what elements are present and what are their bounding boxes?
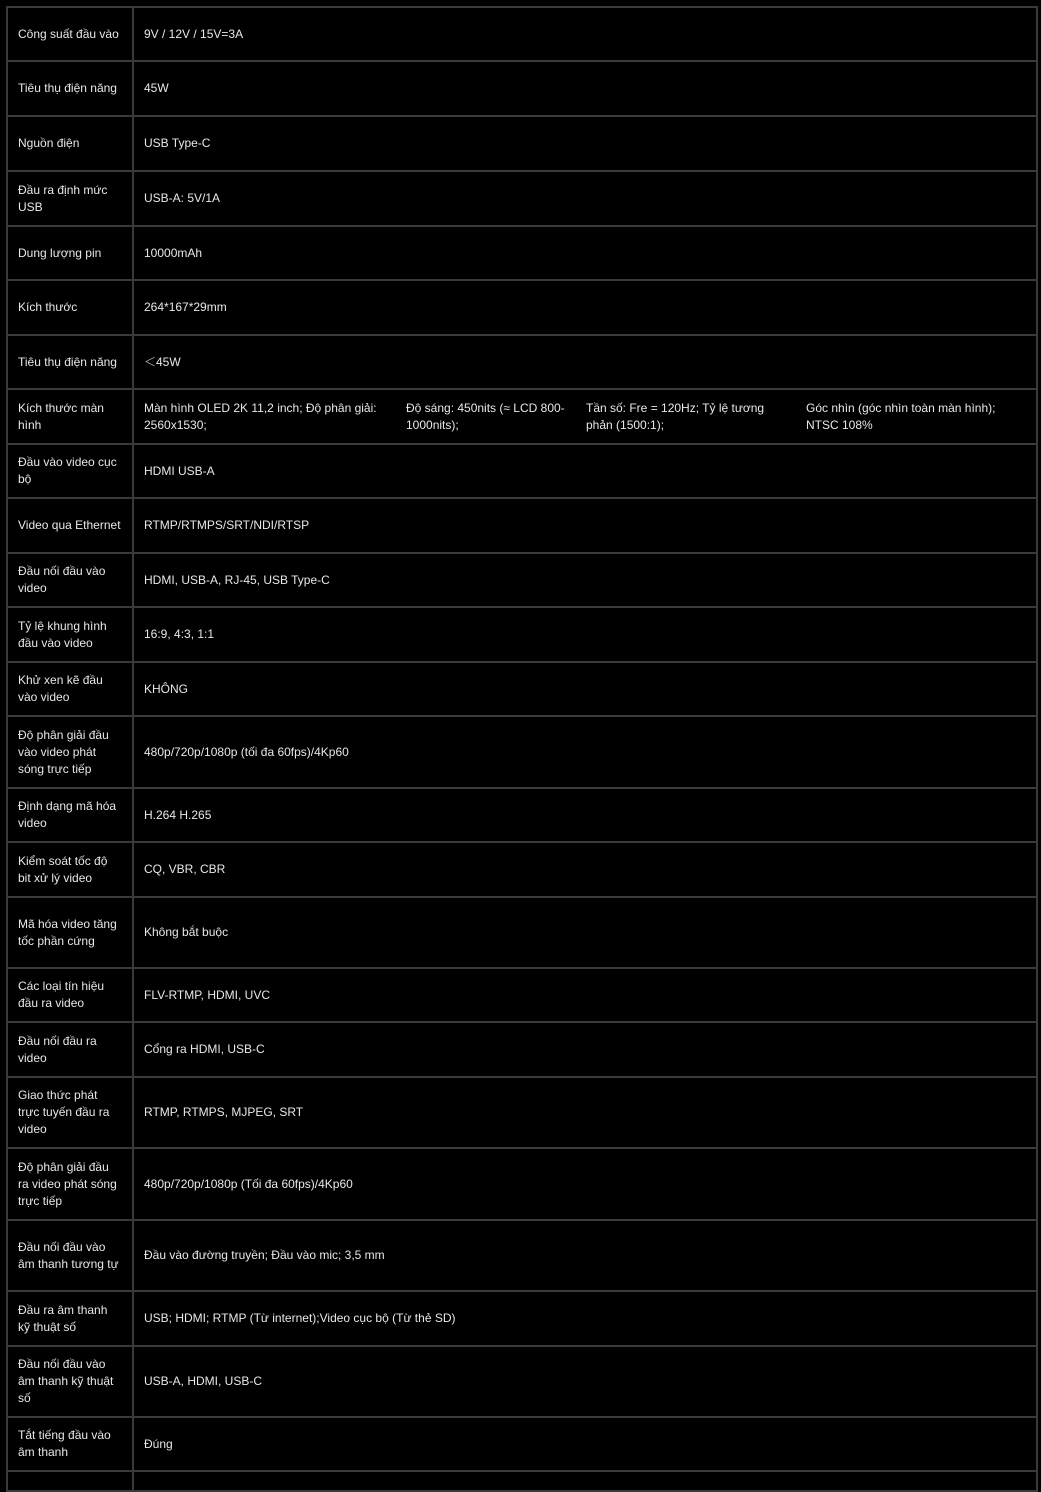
spec-value: Không bắt buộc	[133, 897, 1037, 968]
spec-row	[7, 171, 1037, 226]
spec-row	[7, 444, 1037, 498]
spec-value: 10000mAh	[133, 226, 1037, 280]
spec-value: HDMI USB-A	[133, 444, 1037, 498]
spec-value: Đúng	[133, 1417, 1037, 1471]
spec-value-part: Độ sáng: 450nits (≈ LCD 800-1000nits);	[406, 400, 565, 432]
spec-value: Đầu vào đường truyền; Đầu vào mic; 3,5 mm	[133, 1220, 1037, 1291]
spec-value: Cổng ra HDMI, USB-C	[133, 1022, 1037, 1077]
spec-value: USB-A, HDMI, USB-C	[133, 1346, 1037, 1417]
spec-row	[7, 280, 1037, 335]
spec-label: Khử xen kẽ đầu vào video	[7, 662, 133, 716]
spec-row	[7, 897, 1037, 968]
spec-label: Đầu nối đầu vào âm thanh tương tự	[7, 1220, 133, 1291]
spec-label: Nguồn điện	[7, 116, 133, 171]
spec-table-body	[7, 7, 1037, 1491]
spec-value: USB-A: 5V/1A	[133, 171, 1037, 226]
spec-value: HDMI, USB-A, RJ-45, USB Type-C	[133, 553, 1037, 607]
spec-value	[133, 1471, 1037, 1491]
spec-table-container	[6, 6, 1038, 1492]
spec-row	[7, 553, 1037, 607]
spec-value-part: Góc nhìn (góc nhìn toàn màn hình); NTSC 108%	[806, 400, 996, 432]
spec-label: Video qua Ethernet	[7, 498, 133, 553]
spec-row	[7, 1148, 1037, 1220]
spec-row	[7, 1077, 1037, 1148]
spec-label: Đầu nối đầu ra video	[7, 1022, 133, 1077]
spec-label: Đầu nối đầu vào âm thanh kỹ thuật số	[7, 1346, 133, 1417]
spec-label: Độ phân giải đầu vào video phát sóng trực tiếp	[7, 716, 133, 788]
spec-value: H.264 H.265	[133, 788, 1037, 842]
spec-row	[7, 498, 1037, 553]
spec-label: Đầu nối đầu vào video	[7, 553, 133, 607]
spec-label: Độ phân giải đầu ra video phát sóng trực tiếp	[7, 1148, 133, 1220]
spec-value: 480p/720p/1080p (Tối đa 60fps)/4Kp60	[133, 1148, 1037, 1220]
spec-row	[7, 226, 1037, 280]
spec-row	[7, 788, 1037, 842]
spec-row	[7, 389, 1037, 444]
spec-label: Kiểm soát tốc độ bit xử lý video	[7, 842, 133, 897]
spec-value: FLV-RTMP, HDMI, UVC	[133, 968, 1037, 1022]
spec-value: KHÔNG	[133, 662, 1037, 716]
spec-value-part: Tần số: Fre = 120Hz; Tỷ lệ tương phản (1500:1);	[586, 400, 765, 432]
spec-value: CQ, VBR, CBR	[133, 842, 1037, 897]
spec-table	[6, 6, 1038, 1492]
spec-label: Công suất đầu vào	[7, 7, 133, 61]
spec-label: Kích thước màn hình	[7, 389, 133, 444]
spec-label: Đầu ra định mức USB	[7, 171, 133, 226]
spec-row	[7, 1417, 1037, 1471]
spec-row	[7, 1022, 1037, 1077]
spec-value: 45W	[133, 61, 1037, 116]
spec-label: Định dạng mã hóa video	[7, 788, 133, 842]
spec-row	[7, 335, 1037, 389]
spec-value: 9V / 12V / 15V=3A	[133, 7, 1037, 61]
spec-label: Kích thước	[7, 280, 133, 335]
spec-label: Các loại tín hiệu đầu ra video	[7, 968, 133, 1022]
spec-value: 16:9, 4:3, 1:1	[133, 607, 1037, 662]
spec-row	[7, 1220, 1037, 1291]
spec-value: USB Type-C	[133, 116, 1037, 171]
spec-row	[7, 1291, 1037, 1346]
spec-value: RTMP, RTMPS, MJPEG, SRT	[133, 1077, 1037, 1148]
spec-value: 264*167*29mm	[133, 280, 1037, 335]
spec-row	[7, 716, 1037, 788]
spec-value: USB; HDMI; RTMP (Từ internet);Video cục bộ (Từ thẻ SD)	[133, 1291, 1037, 1346]
spec-label: Tỷ lệ khung hình đầu vào video	[7, 607, 133, 662]
spec-label	[7, 1471, 133, 1491]
spec-label: Tắt tiếng đầu vào âm thanh	[7, 1417, 133, 1471]
spec-label: Đầu ra âm thanh kỹ thuật số	[7, 1291, 133, 1346]
spec-row	[7, 968, 1037, 1022]
spec-label: Mã hóa video tăng tốc phần cứng	[7, 897, 133, 968]
spec-row	[7, 61, 1037, 116]
spec-row	[7, 1471, 1037, 1491]
spec-value-part: Màn hình OLED 2K 11,2 inch; Độ phân giải: 2560x1530;	[144, 400, 377, 432]
spec-row	[7, 662, 1037, 716]
spec-value-group	[144, 400, 1026, 434]
spec-row	[7, 116, 1037, 171]
spec-value: 480p/720p/1080p (tối đa 60fps)/4Kp60	[133, 716, 1037, 788]
spec-label: Tiêu thụ điện năng	[7, 61, 133, 116]
spec-value: ＜45W	[133, 335, 1037, 389]
spec-row	[7, 1346, 1037, 1417]
spec-row	[7, 842, 1037, 897]
spec-label: Giao thức phát trực tuyến đầu ra video	[7, 1077, 133, 1148]
spec-row	[7, 607, 1037, 662]
spec-label: Tiêu thụ điện năng	[7, 335, 133, 389]
spec-value	[133, 389, 1037, 444]
spec-label: Đầu vào video cục bộ	[7, 444, 133, 498]
spec-value: RTMP/RTMPS/SRT/NDI/RTSP	[133, 498, 1037, 553]
spec-row	[7, 7, 1037, 61]
spec-label: Dung lượng pin	[7, 226, 133, 280]
